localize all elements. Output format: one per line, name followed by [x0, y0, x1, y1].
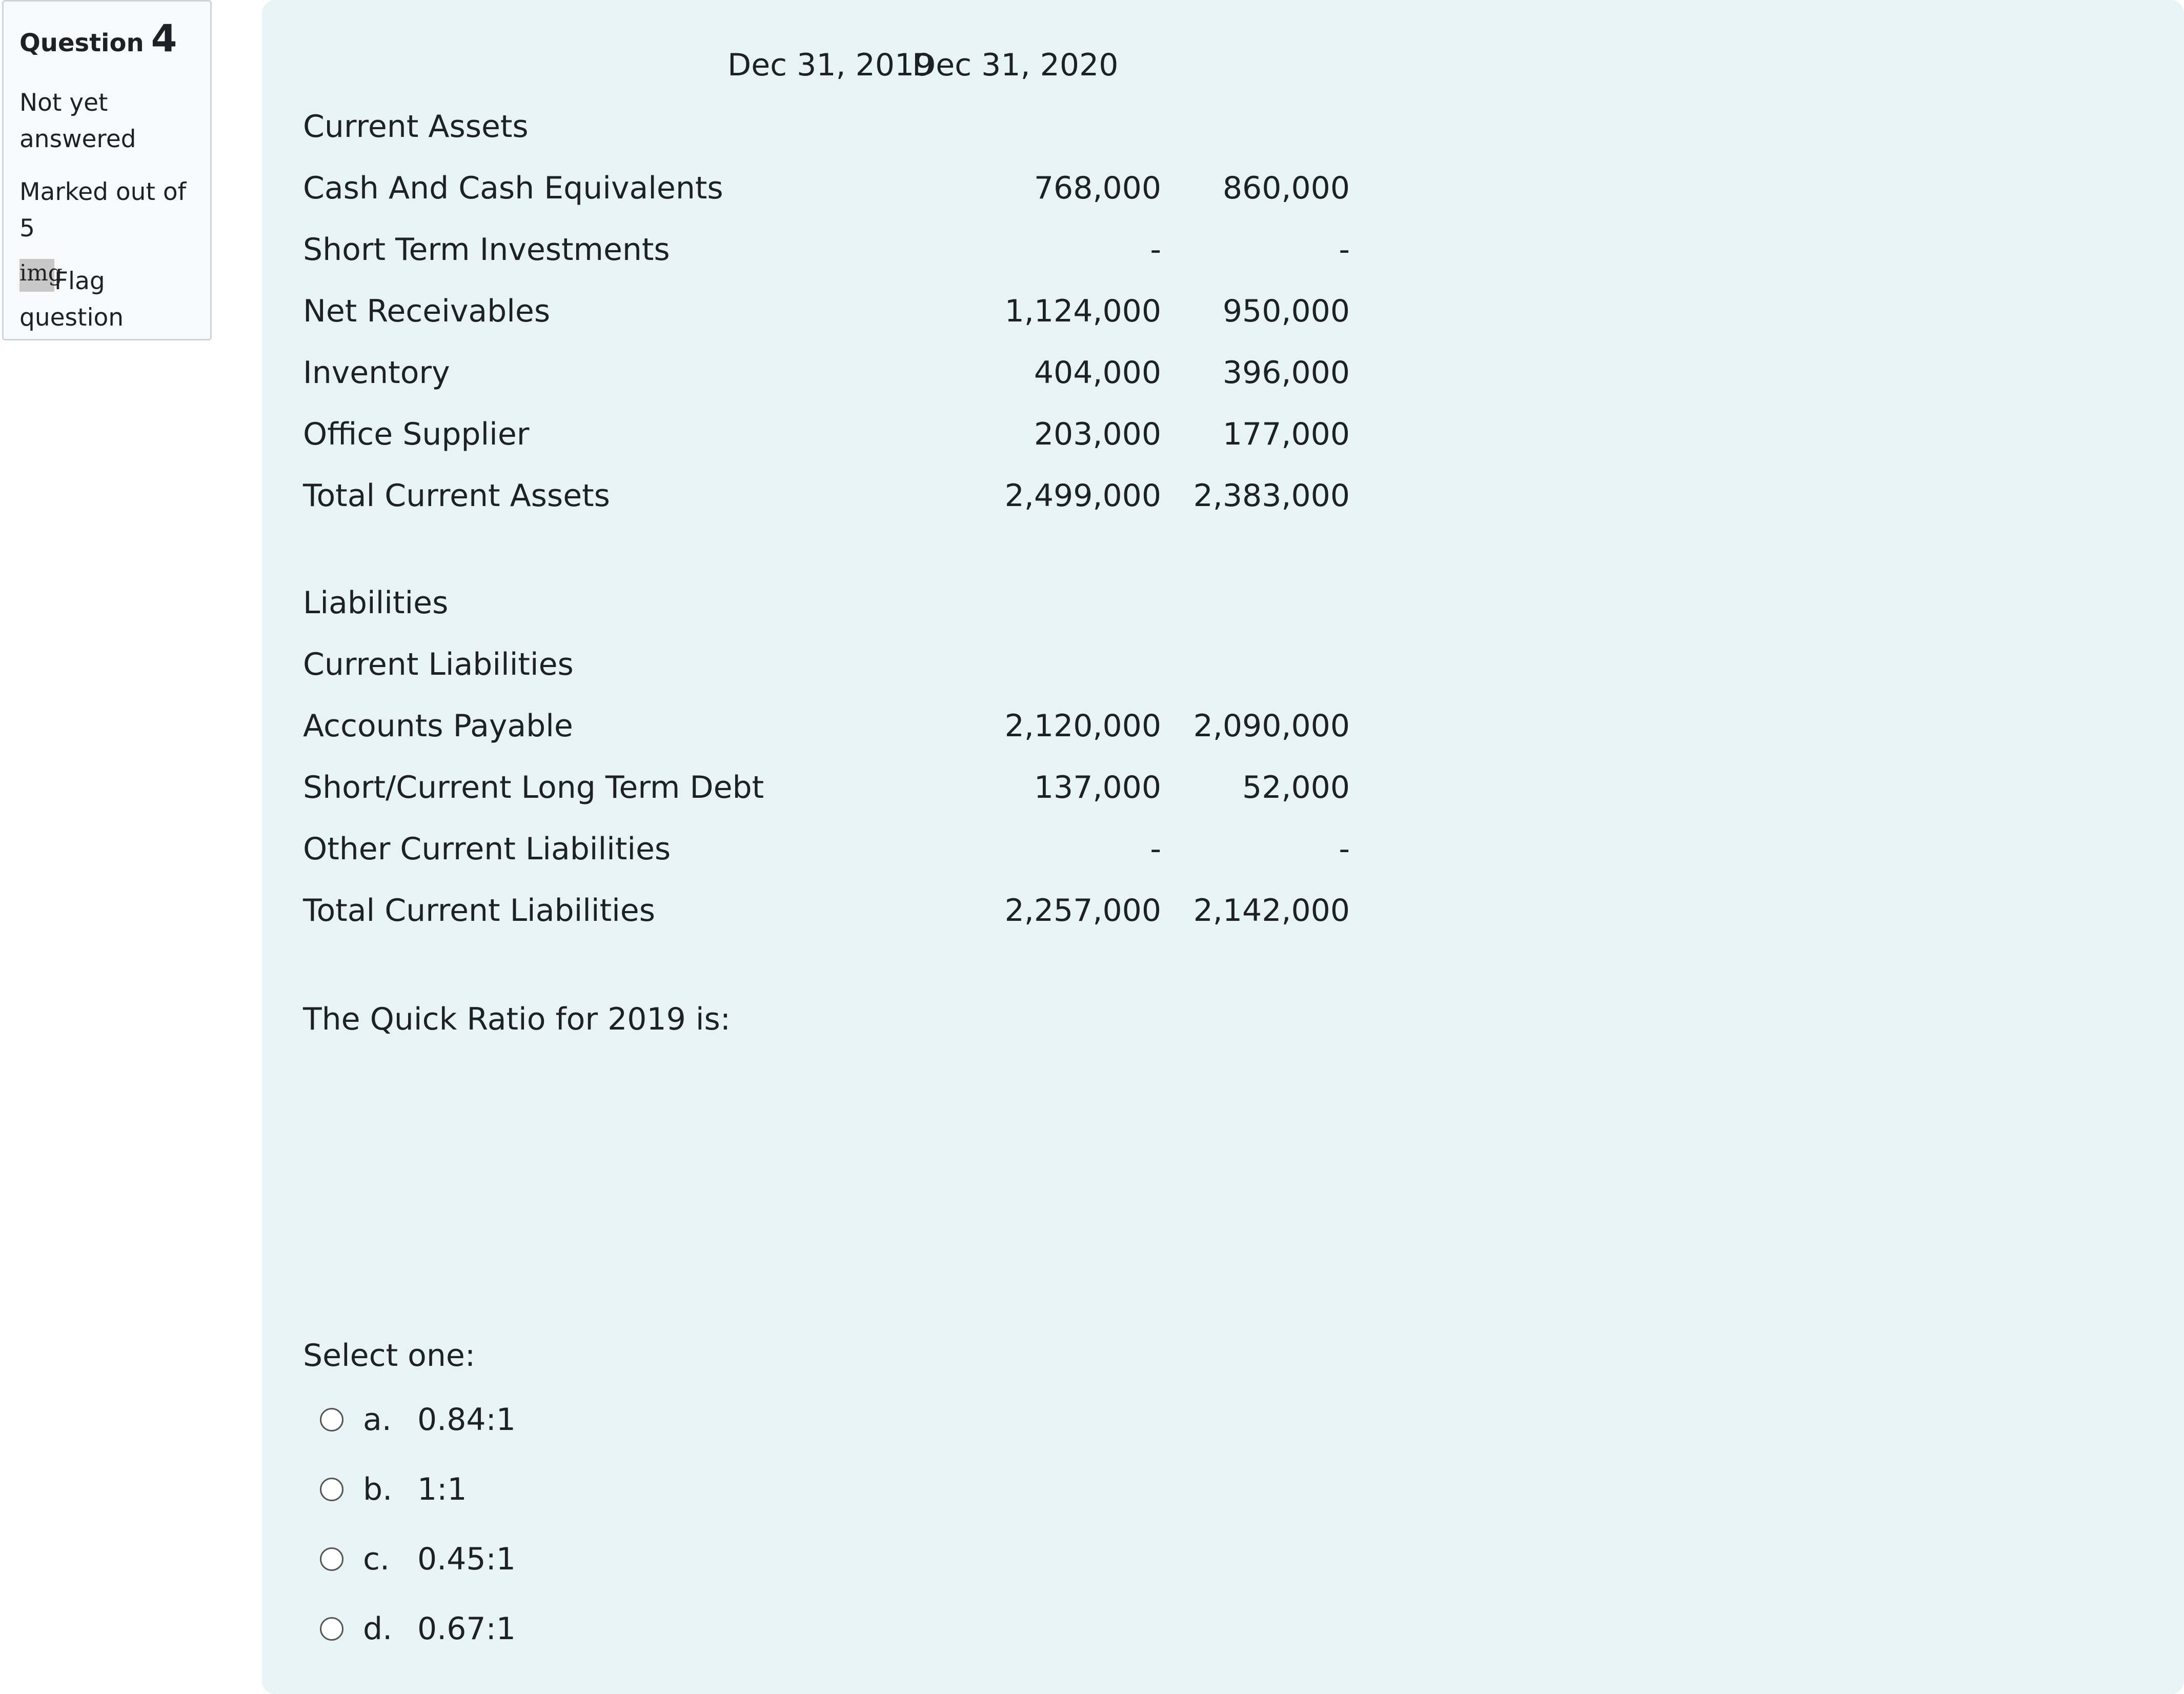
row-label: Total Current Assets [303, 478, 610, 514]
value-2019: 1,124,000 [1004, 293, 1161, 329]
row-label: Cash And Cash Equivalents [303, 170, 723, 206]
flag-question-link[interactable] [19, 260, 204, 336]
answer-option-a[interactable] [320, 1401, 516, 1438]
value-2020: 950,000 [1222, 293, 1350, 329]
value-2019: 137,000 [1034, 770, 1161, 805]
value-2020: 860,000 [1222, 170, 1350, 206]
value-2019: 768,000 [1034, 170, 1161, 206]
option-letter: c. [363, 1541, 390, 1577]
row-label: Office Supplier [303, 416, 530, 452]
value-2019: 2,257,000 [1004, 893, 1161, 929]
option-letter: a. [363, 1402, 392, 1438]
question-content [262, 0, 2184, 1694]
row-label: Net Receivables [303, 293, 551, 329]
value-2019: 2,120,000 [1004, 708, 1161, 744]
flag-icon: img [19, 259, 54, 292]
answer-option-c[interactable] [320, 1541, 516, 1578]
section-liabilities: Liabilities [303, 585, 449, 621]
option-text: 0.67:1 [417, 1611, 516, 1647]
value-2019: 404,000 [1034, 355, 1161, 391]
option-text: 1:1 [417, 1471, 467, 1507]
value-2020: 2,383,000 [1193, 478, 1350, 514]
question-word: Question [19, 29, 144, 57]
answer-option-d[interactable] [320, 1610, 516, 1647]
value-2019: - [1150, 232, 1161, 268]
section-current-liabilities: Current Liabilities [303, 647, 574, 682]
question-title [19, 17, 210, 60]
row-label: Other Current Liabilities [303, 831, 671, 867]
value-2020: 52,000 [1242, 770, 1350, 805]
value-2019: - [1150, 831, 1161, 867]
question-grade: Marked out of 5 [19, 178, 187, 243]
option-letter: d. [363, 1611, 393, 1647]
radio-button[interactable] [320, 1547, 343, 1571]
row-label: Total Current Liabilities [303, 893, 655, 929]
row-label: Accounts Payable [303, 708, 573, 744]
value-2020: 2,142,000 [1193, 893, 1350, 929]
option-text: 0.84:1 [417, 1402, 516, 1438]
row-label: Short Term Investments [303, 232, 670, 268]
row-label: Short/Current Long Term Debt [303, 770, 764, 805]
answer-option-b[interactable] [320, 1471, 467, 1508]
question-number: 4 [151, 17, 177, 60]
value-2019: 2,499,000 [1004, 478, 1161, 514]
value-2020: 2,090,000 [1193, 708, 1350, 744]
radio-button[interactable] [320, 1478, 343, 1501]
option-letter: b. [363, 1471, 393, 1507]
row-label: Inventory [303, 355, 450, 391]
select-one-label: Select one: [303, 1338, 476, 1374]
value-2020: - [1339, 232, 1350, 268]
column-header-2019: Dec 31, 2019 [727, 47, 934, 83]
value-2020: 177,000 [1222, 416, 1350, 452]
radio-button[interactable] [320, 1408, 343, 1431]
question-info [2, 0, 212, 340]
value-2019: 203,000 [1034, 416, 1161, 452]
question-state: Not yet answered [19, 89, 136, 153]
value-2020: - [1339, 831, 1350, 867]
option-text: 0.45:1 [417, 1541, 516, 1577]
radio-button[interactable] [320, 1617, 343, 1641]
flag-question-label: Flag question [19, 267, 124, 332]
section-current-assets: Current Assets [303, 109, 529, 145]
column-header-2020: Dec 31, 2020 [912, 47, 1119, 83]
question-text: The Quick Ratio for 2019 is: [303, 1001, 731, 1037]
value-2020: 396,000 [1222, 355, 1350, 391]
